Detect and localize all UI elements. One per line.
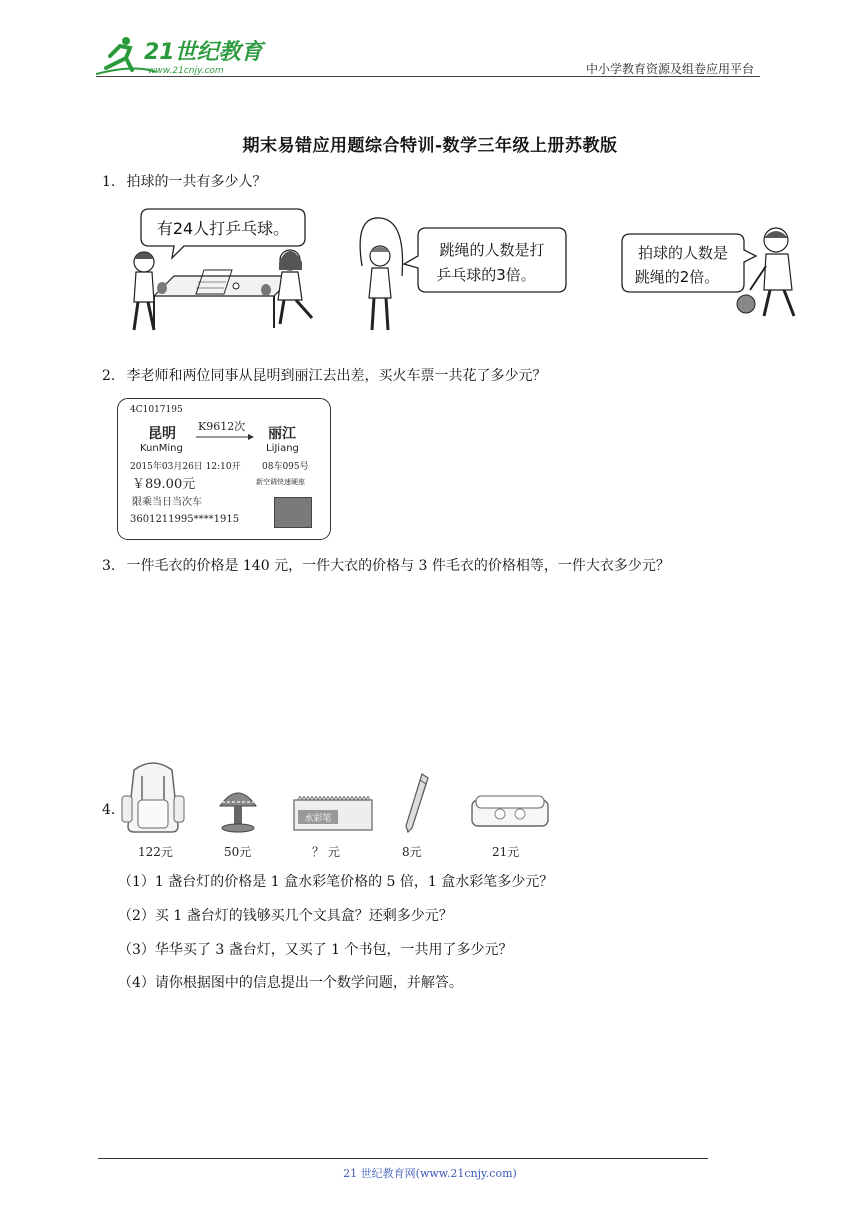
marker-box-icon [292, 796, 374, 832]
ticket-price: ￥89.00元 [132, 477, 196, 492]
question-2 [102, 366, 546, 386]
question-1 [102, 172, 266, 192]
page-header [96, 30, 760, 78]
bubble-3-line-1: 拍球的人数是 [637, 244, 729, 262]
arrow-right-icon [196, 433, 254, 441]
pencil-case-price: 21元 [492, 845, 520, 859]
girl-player-icon [261, 250, 312, 324]
desk-lamp-icon [212, 780, 264, 834]
ticket-to: 丽江 [268, 426, 296, 442]
page-footer: 21 世纪教育网(www.21cnjy.com) [343, 1167, 517, 1180]
ticket-from: 昆明 [148, 426, 176, 442]
page-title: 期末易错应用题综合特训-数学三年级上册苏教版 [242, 136, 618, 156]
question-text: 一件毛衣的价格是 140 元，一件大衣的价格与 3 件毛衣的价格相等，一件大衣多少元？ [126, 558, 670, 574]
bubble-3-line-2: 跳绳的2倍。 [634, 268, 720, 286]
sub-question-2: （2）买 1 盏台灯的钱够买几个文具盒？还剩多少元？ [118, 908, 453, 924]
footer-divider [98, 1158, 708, 1159]
train-ticket [117, 398, 331, 540]
pencil-case-icon [470, 794, 550, 830]
question-text: 李老师和两位同事从昆明到丽江去出差，买火车票一共花了多少元？ [126, 368, 547, 384]
question-number: 1. [102, 174, 116, 190]
jump-rope-kid-icon [360, 218, 402, 330]
ticket-seat: 08车095号 [262, 462, 309, 472]
logo-text: 21世纪教育 [144, 40, 263, 65]
ticket-id-number: 3601211995****1915 [130, 514, 240, 525]
backpack-price: 122元 [138, 845, 173, 859]
bubble-2-line-2: 乒乓球的3倍。 [436, 266, 536, 284]
site-name: 中小学教育资源及组卷应用平台 [585, 62, 754, 76]
boy-player-icon [134, 252, 167, 330]
ticket-to-pinyin: LiJiang [266, 443, 299, 454]
ping-pong-table [154, 270, 294, 328]
pen-price: 8元 [402, 845, 422, 859]
ticket-train-number: K9612次 [198, 420, 246, 433]
site-logo [96, 34, 266, 76]
speech-bubble-2 [404, 228, 566, 292]
ticket-note: 限乘当日当次车 [132, 497, 202, 508]
speech-bubble-1 [141, 209, 305, 258]
ticket-code: 4C1017195 [130, 405, 183, 415]
stationery-items [100, 760, 600, 860]
sub-question-3: （3）华华买了 3 盏台灯，又买了 1 个书包，一共用了多少元？ [118, 942, 513, 958]
header-divider [96, 76, 760, 77]
speech-bubble-3 [622, 234, 756, 292]
question-number: 2. [102, 368, 116, 384]
marker-box-label: 水彩笔 [304, 814, 332, 824]
marker-box-price: ？ 元 [312, 845, 340, 859]
ticket-from-pinyin: KunMing [140, 443, 183, 454]
question-1-illustration [114, 206, 814, 341]
question-number: 3. [102, 558, 116, 574]
bubble-1-text: 有24人打乒乓球。 [156, 219, 290, 238]
question-3 [102, 556, 670, 576]
ball-bouncing-kid-icon [737, 228, 794, 316]
pen-icon [402, 772, 430, 834]
sub-question-1: （1）1 盏台灯的价格是 1 盒水彩笔价格的 5 倍，1 盒水彩笔多少元？ [118, 874, 554, 890]
ticket-datetime: 2015年03月26日 12:10开 [130, 462, 241, 472]
desk-lamp-price: 50元 [224, 845, 252, 859]
question-text: 拍球的一共有多少人？ [126, 174, 267, 190]
question-number: 4. [102, 802, 116, 818]
qr-code-icon [274, 497, 312, 528]
bubble-2-line-1: 跳绳的人数是打 [439, 241, 545, 259]
logo-url: www.21cnjy.com [148, 66, 224, 76]
sub-question-4: （4）请你根据图中的信息提出一个数学问题，并解答。 [118, 975, 463, 991]
ticket-seat-type: 新空调快速硬座 [256, 478, 305, 486]
backpack-icon [120, 760, 186, 834]
